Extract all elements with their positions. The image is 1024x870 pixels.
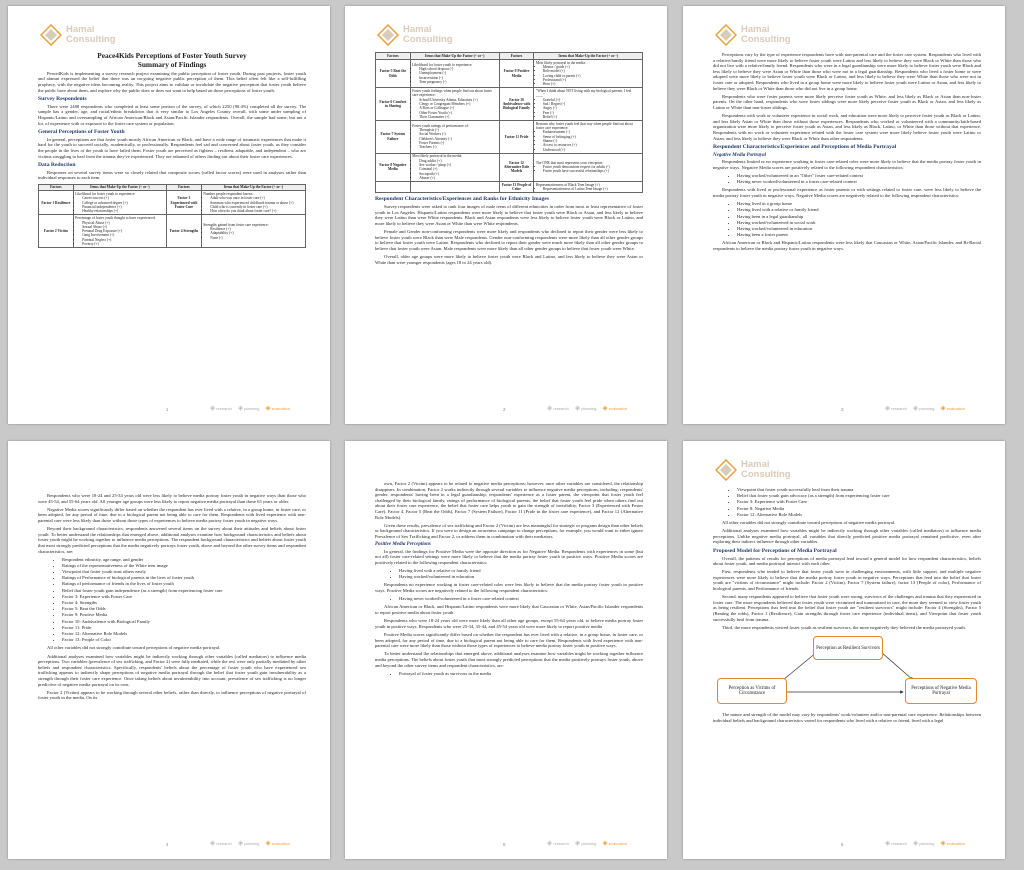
column-header: Factors: [376, 53, 411, 60]
factor-item: • Social Workers (-): [419, 132, 497, 136]
factor-name: Factor 12 Alternative Role Models: [499, 153, 534, 181]
list-item: • Respondent ethnicity, age range, and gender: [62, 557, 306, 563]
paragraph: Respondents no experience working in foster care-related roles were less likely to believe that the media portray foster youth in positive ways. Positive Media scores are negatively related to the following respondent characteristics:: [375, 582, 643, 594]
page-number: 2: [503, 407, 506, 412]
list-item: • Having worked/volunteered in social work: [737, 220, 981, 226]
factor-items-intro: Most likely portrayal in the media:: [535, 60, 586, 65]
page-number: 1: [166, 407, 169, 412]
list-item: • Factor 9: Positive Media: [62, 612, 306, 618]
factor-item: • Sense of belonging (+): [543, 135, 641, 139]
factor-items-intro: Most likely portrayal in the media:: [412, 154, 463, 159]
paragraph: Given these results, prevalence of sex trafficking and Factor 2 (Victim) are less meaningful for strategic or program design than other beliefs or background characteristics. If you were to design an awareness campaign to change perceptions, for example, you would want to either ignore Prevalence of Sex Trafficking and Factor 2, or address them in combination with their mediators.: [375, 522, 643, 539]
factor-item: • Career success (+): [82, 196, 164, 200]
footer-nav: [209, 839, 290, 847]
list-item: • Ratings of performance of friends in the lives of foster youth: [62, 581, 306, 587]
list-item: • Belief that foster youth gain advocacy (as a strength) from experiencing foster care: [737, 493, 981, 499]
footer-evaluation: evaluation: [271, 840, 290, 846]
factor-items: [410, 59, 499, 87]
paragraph: Respondents with lived or professional experience as foster parents or with settings related to foster care, were less likely to believe the media portray foster youth in negative ways. Negative Media scores are negatively related to the following respondent characteristics:: [713, 187, 981, 199]
factor-item: • Poverty (+): [82, 242, 164, 246]
factor-item: • Foster youth demonstrate respect for adults (-): [543, 165, 641, 169]
factor-table-1: [38, 184, 306, 249]
planning-icon: ◈: [237, 405, 244, 412]
factor-item: • Sex worker / pimp (+): [419, 163, 497, 167]
footer-research: research: [216, 840, 232, 846]
factor-items: [534, 181, 643, 192]
paragraph: There were 2488 respondents who completed at least some portion of the survey, of which 2250 (90.4%) completed all the survey. The sample has a gender, age, and racial/ethnic breakdown that is very similar to Los Angeles County overall, with some under sampling of Hispanic/Latino and oversampling of African American/Black and Asian/Pacific Islander respondents. Overall, the sample had some, but not a lot, of experience with or exposure to the foster care system or population.: [38, 103, 306, 126]
logo-line-2: Consulting: [403, 34, 453, 45]
hamai-logo: [377, 24, 453, 46]
column-header: Factors: [499, 53, 534, 60]
column-header: Factors: [167, 184, 202, 191]
arrow-left-to-top: [783, 652, 817, 680]
list-item: • Factor 11: Pride: [62, 625, 306, 631]
list-item: • Ratings of Performance of biological parents in the lives of foster youth: [62, 575, 306, 581]
factor-item: • A Boss or Colleague (+): [419, 106, 497, 110]
list-item: • Having been in a legal guardianship: [737, 214, 981, 220]
hamai-logo: [715, 24, 791, 46]
paragraph: Beyond their background characteristics, respondents answered several items on the survey about their attitudes and beliefs about foster youth. To better understand the relationships that emerged above, additional analyses examine how background characteristics and beliefs about foster youth might be working together to influence media perceptions. The respondent background characteristics and beliefs about foster youth that most strongly predicted perceptions that the media negatively portrays foster youth, above and beyond the other survey items and respondent characteristics, are:: [38, 526, 306, 554]
factor-item: • Abuser (+): [419, 176, 497, 180]
list-item: • Factor 4: Strengths: [62, 600, 306, 606]
paragraph: Peace4Kids is implementing a survey research project examining the public perception of foster youth. During past projects, foster youth and alumni expressed the belief that there was an on-going negative public perception of them. This belief often felt like a self-fulfilling prophecy, with the negative ideas becoming reality. This project aims to validate or invalidate the negative perception that foster youth believe the public have about them, and explore why the public does or does not want to help based on those perceptions of foster youth.: [38, 70, 306, 93]
paragraph: Female and Gender non-conforming respondents were more likely and respondents who declined to report their gender were less likely to believe foster youth were Black than were Male respondents. Gender non-conforming respondents were more likely than all other gender groups to believe that foster youth were Latino. Respondents who declined to report their gender were much more likely than all other gender groups to believe that foster youth were Asian. Male respondents were more likely than all other gender groups to believe that foster youth were White.: [375, 229, 643, 251]
factor-items: [201, 215, 305, 248]
logo-line-2: Consulting: [741, 469, 791, 480]
subsection-heading: Positive Media Perceptions: [375, 542, 431, 548]
table-header-row: [39, 184, 306, 191]
factor-name: Factor 2 Victim: [39, 215, 74, 248]
logo-line-1: Hamai: [741, 459, 770, 470]
factor-item: • Their Classmates (+): [419, 115, 497, 119]
paragraph: In general, perceptions are that foster youth mostly African American or Black, and have a wide range of traumatic experiences that make it hard for the youth to succeed socially, academically, or professionally. Respondents feel sad and concerned about foster youth, as they consider the people in the lives of the youth to have failed them. Foster youth are perceived as fighters – resilient, adaptable, and independent – who are victims struggling to heal from the trauma they've experienced. They are ashamed of others finding out about their foster care experiences.: [38, 136, 306, 159]
factor-item: • Representativeness of Latino Teen Image (+): [543, 187, 641, 191]
column-header: Items that Make-Up the Factor (+ or -): [73, 184, 166, 191]
footer-research: research: [891, 405, 907, 411]
document-page-3: [683, 6, 1005, 424]
footer-nav: [209, 404, 290, 412]
factor-items-intro: "When I think about NOT living with my biological parents, I feel ____": [535, 89, 632, 98]
factor-items: [410, 88, 499, 121]
paragraph: All other variables did not strongly contribute toward perceptions of negative media portrayal.: [47, 645, 221, 651]
list-item: • Factor 12: Alternative Role Models: [737, 512, 981, 518]
factor-item: • Foster Parents (-): [419, 141, 497, 145]
section-heading: Respondent Characteristics/Experiences and Perceptions of Media Portrayal: [713, 143, 897, 150]
factor-item: • Adult who was once in foster care (+): [210, 196, 303, 200]
factor-item: • Understood (+): [543, 148, 641, 152]
list-item: • Ratings of the representativeness of the White teen image: [62, 563, 306, 569]
page-number: 3: [841, 407, 844, 412]
bullet-list: [375, 671, 643, 677]
report-subtitle: Summary of Findings: [137, 60, 207, 70]
factor-name: Factor 13 People of Color: [499, 181, 534, 192]
column-header: Items that Make-Up the Factor (+ or -): [410, 53, 499, 60]
paragraph: In general, the findings for Positive Media were the opposite direction as for Negative Media. Respondents with experiences in some (but not all) foster care-related settings were more likely to believe that the media portray foster youth in positive ways. Positive Media scores are positively related to the following respondent characteristics:: [375, 548, 643, 565]
factor-item: • Sad / Regret (-): [543, 102, 641, 106]
factor-item: • Relief (+): [543, 115, 641, 119]
footer-evaluation: evaluation: [946, 840, 965, 846]
bullet-list: [375, 596, 643, 602]
paragraph: To better understand the relationships that emerged above, additional analyses examine how variables might be working together influence media perceptions. The beliefs about foster youth that most strongly predicted perceptions that the media positively portrays foster youth, above and beyond the other survey items and respondent characteristics, are:: [375, 651, 643, 668]
planning-icon: ◈: [574, 405, 581, 412]
factor-items-intro: Foster youth ratings of performance of:: [412, 123, 469, 128]
factor-items: [534, 59, 643, 87]
list-item: • Having worked/volunteered in education: [399, 574, 643, 580]
section-heading: Data Reduction: [38, 161, 76, 168]
factor-item: • Grateful (+): [543, 98, 641, 102]
footer-planning: planning: [581, 840, 597, 846]
factor-item: • Parental Neglect (+): [82, 238, 164, 242]
footer-evaluation: evaluation: [608, 405, 627, 411]
research-icon: ◈: [209, 405, 216, 412]
footer-nav: [546, 404, 627, 412]
factor-item: • Angry (-): [543, 106, 641, 110]
bullet-list: [38, 557, 306, 643]
list-item: • Having worked/volunteered in education: [737, 226, 981, 232]
factor-item: • How often do you think about foster care? (+): [210, 209, 303, 213]
node-negative-media-portrayal: Perceptions of Negative Media Portrayal: [905, 678, 977, 704]
page-number: 5: [503, 842, 506, 847]
factor-items: [73, 215, 166, 248]
factor-items: [410, 153, 499, 181]
factor-item: • Criminal (+): [419, 167, 497, 171]
paragraph: African American or Black, and Hispanic/Latino respondents were more likely that Caucasian or White, Asian/Pacific Islander respondents to report positive media about foster youth.: [375, 604, 643, 616]
factor-item: • Role model (+): [543, 69, 641, 73]
paragraph: Second, many respondents appeared to believe that foster youth were strong, survivors of the challenges and trauma that they experienced in foster care. The more respondents believed that foster youth were victimized and traumatized in care, the more they seemed to view foster youth as being resilient. Perceptions that feed into the belief that foster youth are "resilient survivors" might include: Factor 4 (Strengths), Factor 5 (Beating the odds), Factor 1 (Resilience), Gain strengths through foster care experience (individual items), and Viewpoint that foster youth successfully heal from trauma.: [713, 594, 981, 622]
factor-item: • Child who is currently in foster care (+): [210, 205, 303, 209]
paragraph: Respondents who were 18-24 years old were more likely than all other age groups, except 55-64 years old, to believe media portray foster youth in positive ways. Respondents who were 25-34, 35-44, and 45-54 years old were more likely to report positive media: [375, 618, 643, 629]
document-page-2: [345, 6, 667, 424]
factor-item: • Foster youth have successful relationships (+): [543, 169, 641, 173]
research-icon: ◈: [209, 840, 216, 847]
paragraph: All other variables did not strongly contribute toward perceptions of negative media portrayal.: [722, 519, 896, 525]
paragraph: Respondents with work or volunteer experience in social work, and education were more likely to perceive foster youth as Black or Latino, and less likely Asian or White than those without those experiences. Respondents who worked or volunteered with a community/faith-based organization were more likely to perceive foster youth as Asian, and less likely as Black, Latino, or White than those without that experience. Respondents with no work or volunteer experience related with the foster care system were more likely believe foster youth were Latino or Asian, and less likely to believe they were Black or White than other respondents.: [713, 113, 981, 141]
evaluation-icon: ◈: [265, 840, 271, 847]
footer-nav: [884, 839, 965, 847]
hamai-logo-icon: [377, 24, 399, 46]
factor-name: Factor 3 Experienced with Foster Care: [167, 191, 202, 215]
bullet-list: [713, 487, 981, 517]
factor-item: • Incarceration (-): [419, 76, 497, 80]
table-row: [39, 215, 306, 248]
factor-item: • Gang Involvement (+): [82, 233, 164, 237]
factor-item: • Financial independence (+): [82, 205, 164, 209]
factor-items-intro: Likelihood for foster youth to experience:: [75, 192, 136, 197]
paragraph: Survey respondents were asked to rank four images of male teens of different ethnicities in order from most to least representative of foster youth in Los Angeles. Hispanic/Latino respondents were more likely to believe that foster youth were Black or Asian, and less likely to believe they were Latino than were White respondents. Black and Asian respondents were less likely to believe foster youth were Black or Latino, and more likely to believe they were Asian or White than were White respondents.: [375, 204, 643, 226]
planning-icon: ◈: [574, 840, 581, 847]
hamai-logo-icon: [715, 24, 737, 46]
paragraph: Factor 2 (Victim) appears to be working through several other beliefs, rather than directly, to influence perceptions of negative portrayal of foster youth in the media. On its: [38, 689, 306, 701]
factor-items: [201, 191, 305, 215]
logo-line-2: Consulting: [66, 34, 116, 45]
evaluation-icon: ◈: [265, 405, 271, 412]
footer-research: research: [553, 840, 569, 846]
subsection-heading: Negative Media Portrayal: [713, 152, 767, 158]
column-header: Items that Make-Up the Factor (+ or -): [534, 53, 643, 60]
section-heading: General Perceptions of Foster Youth: [38, 128, 125, 135]
factor-name: Factor 4 Strengths: [167, 215, 202, 248]
hamai-logo: [715, 459, 791, 481]
section-heading: Respondent Characteristics/Experiences and Ranks for Ethnicity Images: [375, 196, 549, 203]
factor-item: • Healthy relationships (+): [82, 209, 164, 213]
factor-item: • Loving child or parent (+): [543, 74, 641, 78]
table-row: [376, 59, 643, 87]
paragraph: Overall, older age groups were more likely to believe foster youth were Black and Latino, and less likely to believe they were Asian or White than were younger respondents (ages 18 to 24 years old).: [375, 254, 643, 265]
paragraph: Additional analyses examined how variables might be indirectly working through other variables (called mediators) to influence media perceptions. Two variables (prevalence of sex trafficking, and Factor 2) were fully mediated, while the rest were only partially mediated by other beliefs and respondent characteristics. Specifically, respondents' beliefs about the percentage of foster youth who have experienced sex trafficking appears to indirectly shape perceptions of negative media portrayal through the belief that foster youth gain invulnerability as a strength through their foster care experience. Once taking beliefs about invulnerability into account, prevalence of sex trafficking is no longer predictive of negative media portrayal on its own.: [38, 653, 306, 687]
list-item: • Belief that foster youth gain independence (as a strength) from experiencing foster care: [62, 588, 306, 594]
planning-icon: ◈: [237, 840, 244, 847]
factor-items: [410, 120, 499, 153]
factor-item: • Resilience (+): [210, 227, 303, 231]
evaluation-icon: ◈: [940, 840, 946, 847]
factor-items: [410, 181, 499, 192]
footer-planning: planning: [919, 405, 935, 411]
list-item: • Having never worked/volunteered in a foster care-related context: [737, 179, 981, 185]
column-header: Items that Make-Up the Factor (+ or -): [201, 184, 305, 191]
factor-name: Factor 6 Comfort in Sharing: [376, 88, 411, 121]
paragraph: Overall, the patterns of results for perceptions of media portrayal lead toward a general model for how respondent characteristics, beliefs about foster youth, and media portrayal interact with each other.: [713, 555, 981, 567]
document-page-4: [8, 441, 330, 859]
factor-name: [376, 181, 411, 192]
section-heading: Survey Respondents: [38, 95, 87, 102]
list-item: • Factor 10: Ambivalence with Biological Family: [62, 619, 306, 625]
factor-item: • School/University Admin, Educators (+): [419, 98, 497, 102]
paragraph: own, Factor 2 (Victim) appears to be related to negative media perceptions; however, once other variables are considered, the relationship disappears. In combination, Factor 2 works indirectly through several variables to influence negative media perceptions, including: respondents' gender, respondents' having been in a legal guardianship, respondents' experience as a foster parent, the viewpoint that foster youth feel challenged by their biological family, ratings of performance of biological parents, the belief that foster youth feel pride when others find out about their foster care experience, the belief that foster care helps youth to gain the strength of invisibility, Factor 3 (Experienced with Foster Care), Factor 4, Factor 5 (Beat the Odds), Factor 7 (System Failure), Factor 11 (Pride in the foster care experience), and Factor 12 (Alternative Role Models).: [375, 481, 643, 520]
factor-item: • Clergy or Congregant Members (+): [419, 102, 497, 106]
bullet-list: [375, 568, 643, 580]
factor-items-intro: The ONE that most represents your viewpoint:: [535, 160, 604, 165]
table-row: [376, 120, 643, 153]
paragraph: Respondents who were 18-24 and 25-34 years old were less likely to believe media portray foster youth in negative ways than those who were 45-54, and 55-64 years old. All younger age groups were less likely to report negative media portrayal than those 65 years or older.: [38, 493, 306, 504]
list-item: • Having lived with a relative or family friend: [399, 568, 643, 574]
list-item: • Portrayal of foster youth as survivors in the media: [399, 671, 643, 677]
factor-item: • Sexual Abuse (+): [82, 225, 164, 229]
table-header-row: [376, 53, 643, 60]
planning-icon: ◈: [912, 840, 919, 847]
factor-item: • Drug addict (+): [419, 159, 497, 163]
hamai-logo-icon: [715, 459, 737, 481]
factor-name: Factor 10 Ambivalence with Biological Family: [499, 88, 534, 121]
arrow-top-to-right: [881, 652, 913, 680]
list-item: • Viewpoint that foster youth successfully heal from their trauma: [737, 487, 981, 493]
page-number: 6: [841, 842, 844, 847]
logo-line-1: Hamai: [403, 24, 432, 35]
paragraph: Third, the more respondents viewed foster youth as resilient survivors, the more negatively they believed the media portrayed youth.: [722, 624, 966, 630]
bullet-list: [713, 201, 981, 238]
research-icon: ◈: [546, 405, 553, 412]
factor-item: • Adaptability (+): [210, 231, 303, 235]
factor-name: Factor 9 Positive Media: [499, 59, 534, 87]
paragraph: Responses on several survey items were so closely related that composite scores (called factor scores) were used in analyses rather than individual responses to each item.: [38, 169, 306, 181]
factor-items-intro: Reasons why foster youth feel that way when people find out about foster care experience:: [535, 121, 633, 131]
paragraph: First, respondents who tended to believe that foster youth were in challenging environments, with little support, and multiple negative experiences were more likely to believe that the media portray foster youth in negative ways. Perceptions that feed into the belief that foster youth are "victims of circumstance" might include: Factor 2 (Victim), Factor 7 (System failure), factor 13 (People of color), Performance of biological parents, and Performance of friends.: [713, 569, 981, 592]
footer-nav: [884, 404, 965, 412]
factor-item: • Physical Abuse (+): [82, 221, 164, 225]
table-row: [376, 88, 643, 121]
evaluation-icon: ◈: [602, 840, 608, 847]
paragraph: Respondents limited or no experience working in foster care-related roles were more likely to believe that the media portray foster youth in negative ways. Negative Media scores are positively related to the following respondent characteristics:: [713, 159, 981, 170]
logo-line-1: Hamai: [741, 24, 770, 35]
factor-items-intro: Strengths gained from foster care experience:: [203, 222, 269, 227]
factor-item: • Someone who experienced childhood trauma or abuse (+): [210, 201, 303, 205]
footer-research: research: [553, 405, 569, 411]
list-item: • Having been a foster parent: [737, 232, 981, 238]
paragraph: African American or Black and Hispanic/Latino respondents were less likely that Caucasian or White, Asian/Pacific Islander, and Bi-Racial respondents to believe the media portray foster youth in negative ways.: [713, 240, 981, 251]
list-item: • Factor 3: Experience with Foster Care: [737, 499, 981, 505]
factor-table-2: [375, 52, 643, 193]
footer-evaluation: evaluation: [946, 405, 965, 411]
factor-items: [534, 120, 643, 153]
logo-line-2: Consulting: [741, 34, 791, 45]
hamai-logo-icon: [40, 24, 62, 46]
column-header: Factors: [39, 184, 74, 191]
factor-name: Factor 1 Resilience: [39, 191, 74, 215]
factor-items-intro: Likelihood for foster youth to experience:: [412, 62, 473, 67]
list-item: • Factor 3: Experience with Foster Care: [62, 594, 306, 600]
footer-planning: planning: [919, 840, 935, 846]
factor-item: • Sociopath (+): [419, 172, 497, 176]
list-item: • Having worked/volunteered in an "Other" foster care-related context: [737, 173, 981, 179]
footer-planning: planning: [244, 405, 260, 411]
document-page-6: [683, 441, 1005, 859]
footer-planning: planning: [581, 405, 597, 411]
factor-name: Factor 11 Pride: [499, 120, 534, 153]
report-title: Peace4Kids Perceptions of Foster Youth Survey: [97, 51, 247, 60]
list-item: • Factor 12: Alternative Role Models: [62, 631, 306, 637]
list-item: • Having lived in a group home: [737, 201, 981, 207]
media-model-diagram: [713, 634, 981, 706]
bullet-list: [713, 173, 981, 185]
factor-items-intro: Representativeness of Black Teen Image (+): [535, 182, 600, 187]
footer-research: research: [216, 405, 232, 411]
list-item: • Having lived with a relative or family friend: [737, 207, 981, 213]
list-item: • Having never worked/volunteered in a foster care-related context: [399, 596, 643, 602]
paragraph: Additional analyses examined how variables might be indirectly working through other variables (called mediators) to influence media perceptions. Unlike negative media portrayal, all variables that directly predicted positive media portrayal remained predictive, even after exploring their indirect influence through other variables.: [713, 528, 981, 545]
factor-item: • Fear (-): [543, 111, 641, 115]
footer-evaluation: evaluation: [608, 840, 627, 846]
list-item: • Viewpoint that foster youth trust others easily: [62, 569, 306, 575]
factor-item: • Teen pregnancy (-): [419, 80, 497, 84]
factor-items: [534, 153, 643, 181]
paragraph: Perceptions vary by the type of experience respondents have with non-parental care and the foster care system. Respondents who lived with a relative/family friend were more likely to believe foster youth were Latino and less likely to believe they were Black or White than those who did not live with a relative/family friend. Respondents who were in a legal guardianship were more likely to believe foster youth were Black and less likely to believe they were Asian or White than those who were not in a legal guardianship. Respondents who lived a foster home or were adopted were more likely to believe foster youth were Black or Latino, and less likely to believe they were White than those who were not in foster care or adopted. Respondents who lived in a group home were more likely to believe foster youth were Latino or Asian, and less likely to believe they were Black or White than those who did not live in a group home.: [713, 52, 981, 91]
factor-items: [73, 191, 166, 215]
factor-name: Factor 5 Beat the Odds: [376, 59, 411, 87]
factor-items-intro: Foster youth feelings when people find out about foster care experience:: [412, 89, 492, 98]
footer-research: research: [891, 840, 907, 846]
list-item: • Factor 8: Negative Media: [737, 506, 981, 512]
paragraph: The nature and strength of the model may vary by respondents' work/volunteer and/or non-parental care experience. Relationships between individual beliefs and background characteristics varied for respondents who lived with a relative or friend, lived with a legal: [713, 712, 981, 723]
table-row: [39, 191, 306, 215]
factor-item: • Embarrassment (-): [543, 130, 641, 134]
factor-items-intro: Number people respondent knows:: [203, 192, 254, 197]
factor-item: • Mentor / guide (+): [543, 65, 641, 69]
hamai-logo: [40, 24, 116, 46]
logo-line-1: Hamai: [66, 24, 95, 35]
node-victims-of-circumstance: Perception as Victims of Circumstance: [717, 678, 787, 704]
evaluation-icon: ◈: [940, 405, 946, 412]
footer-evaluation: evaluation: [271, 405, 290, 411]
footer-nav: [546, 839, 627, 847]
factor-item: • Professional (+): [543, 78, 641, 82]
factor-item: • Other Foster Youth (+): [419, 111, 497, 115]
research-icon: ◈: [546, 840, 553, 847]
factor-item: • Therapists (-): [419, 128, 497, 132]
factor-item: • Unemployment (-): [419, 71, 497, 75]
factor-item: • Access to resources (+): [543, 143, 641, 147]
factor-name: Factor 7 System Failure: [376, 120, 411, 153]
planning-icon: ◈: [912, 405, 919, 412]
factor-items: [534, 88, 643, 121]
document-page-1: [8, 6, 330, 424]
factor-item: • None (-): [210, 236, 303, 240]
table-row: [376, 153, 643, 181]
footer-planning: planning: [244, 840, 260, 846]
factor-item: • Children's Attorney (-): [419, 137, 497, 141]
factor-item: • Prenatal Drug Exposure (+): [82, 229, 164, 233]
list-item: • Factor 5: Beat the Odds: [62, 606, 306, 612]
factor-items-intro: Percentage of foster youth thought to have experienced:: [75, 216, 156, 221]
section-heading: Proposed Model for Perceptions of Media Portrayal: [713, 547, 837, 554]
paragraph: Respondents who were foster parents were more likely perceive foster youth as White, and less likely as Black or Asian than non-foster parents. On the other hand, respondents who were foster siblings were more likely perceive foster youth as Black or Asian, and less likely as Latino or White than non-foster siblings.: [713, 93, 981, 110]
research-icon: ◈: [884, 405, 891, 412]
table-row: [376, 181, 643, 192]
factor-item: • Teachers (-): [419, 145, 497, 149]
list-item: • Factor 13: People of Color: [62, 637, 306, 643]
factor-item: • Hero (+): [543, 82, 641, 86]
document-page-5: [345, 441, 667, 859]
factor-item: • College or advanced degree (+): [82, 201, 164, 205]
evaluation-icon: ◈: [602, 405, 608, 412]
factor-item: • High school dropout (-): [419, 67, 497, 71]
page-number: 4: [166, 842, 169, 847]
paragraph: Positive Media scores significantly differ based on whether the respondent has ever lived with a relative, in a group home, in foster care, or been adopted, for any period of time, due to a biological parent not being able to care for them. Respondents with lived experience with non-parental care were more likely than those without those types of experiences to believe media portray foster youth in positive ways.: [375, 632, 643, 649]
factor-name: Factor 8 Negative Media: [376, 153, 411, 181]
node-resilient-survivors: Perception as Resilient Survivors: [813, 636, 883, 660]
factor-item: • Shame (-): [543, 139, 641, 143]
paragraph: Negative Media scores significantly differ based on whether the respondent has ever lived with a relative, in a group home, in foster care, or been adopted, for any period of time, due to a biological parent not being able to care for them. Respondents with lived experience with non-parental care were less likely than those without those types of experiences to believe media portray foster youth in negative ways.: [38, 506, 306, 523]
research-icon: ◈: [884, 840, 891, 847]
